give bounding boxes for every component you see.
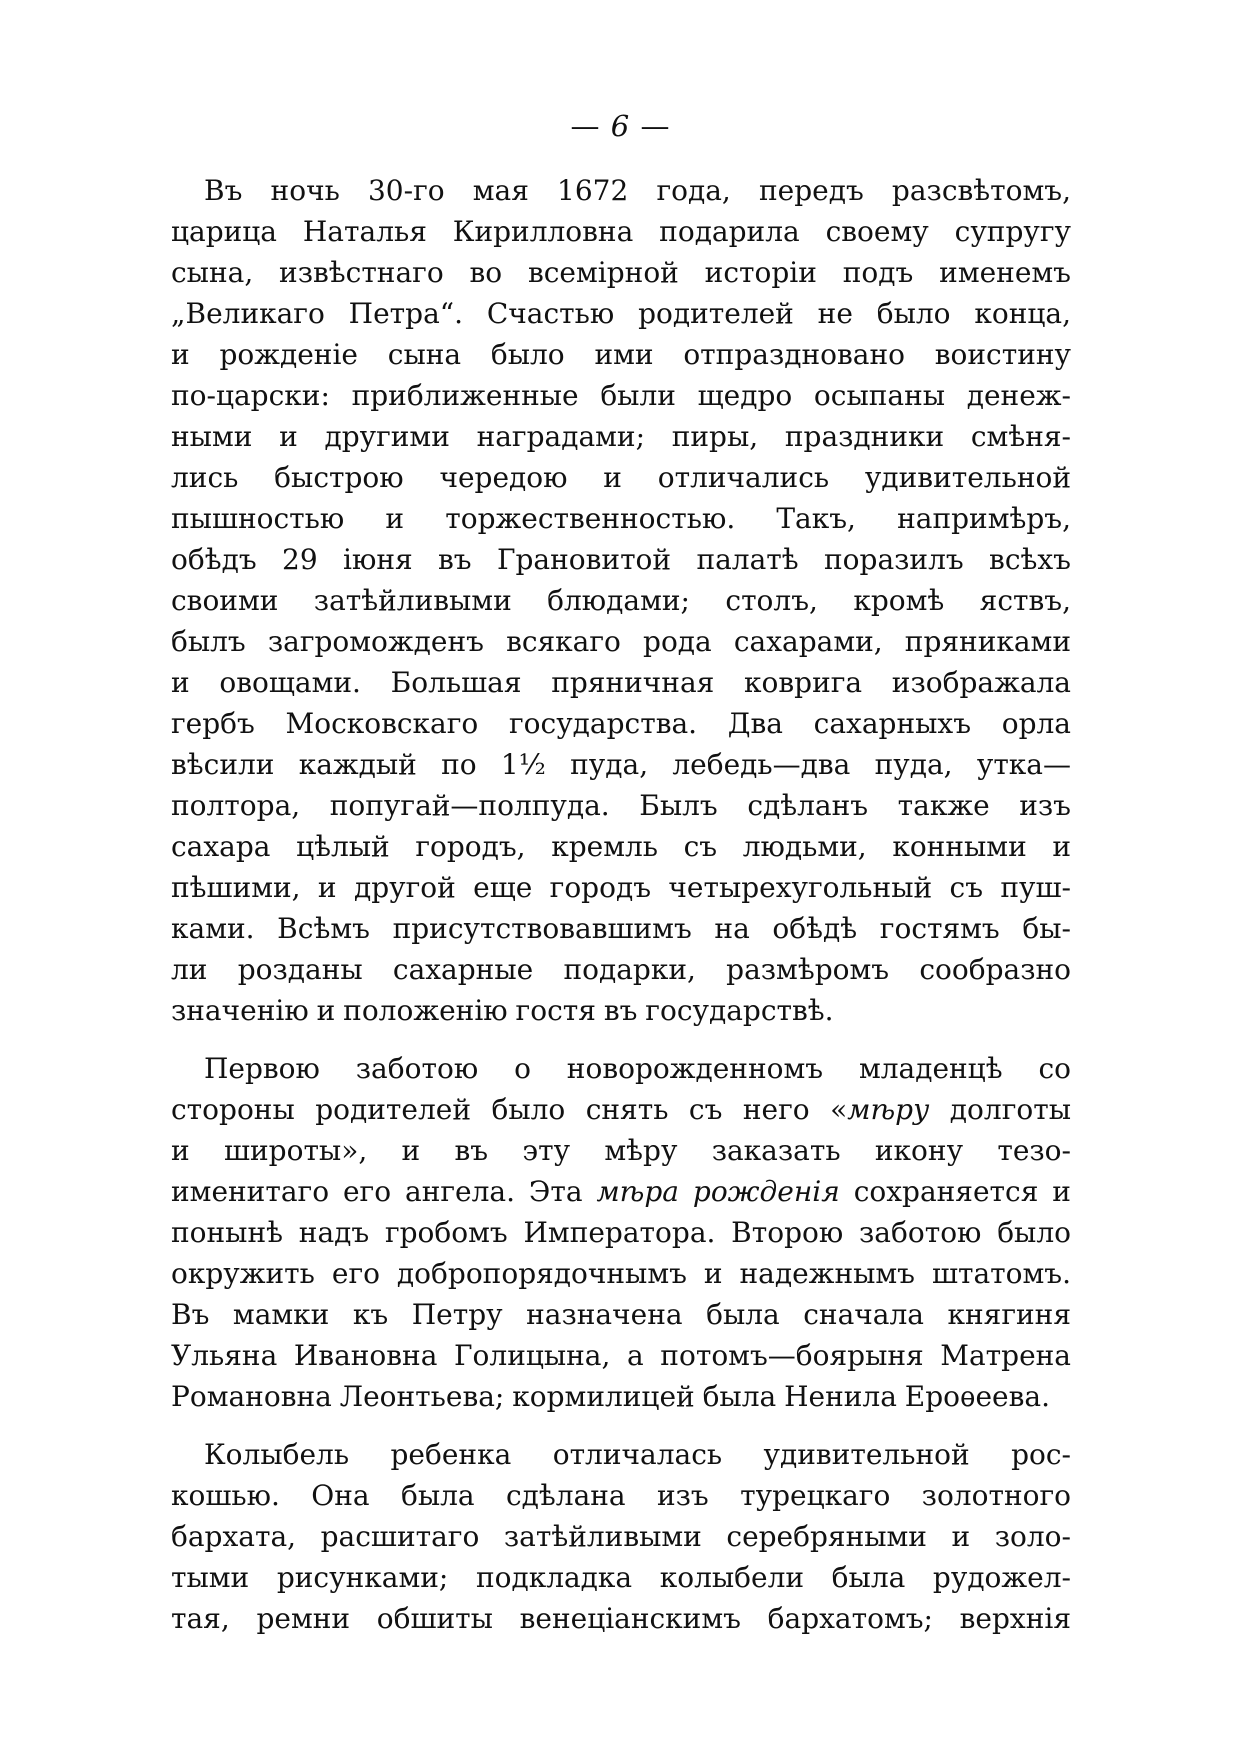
text-line [171, 1171, 1071, 1212]
text-line: окружить его добропорядочнымъ и надежнымъ штатомъ. [171, 1257, 1071, 1290]
text-line: Первою заботою о новорожденномъ младенцѣ со [204, 1052, 1071, 1085]
text-line: Въ мамки къ Петру назначена была сначала княгиня [171, 1298, 1071, 1331]
paragraph [171, 170, 1071, 1031]
text-line: значенiю и положенiю гостя въ государствѣ. [171, 994, 834, 1027]
text-line: „Великаго Петра“. Счастью родителей не было конца, [171, 297, 1071, 330]
text-line: Въ ночь 30-го мая 1672 года, передъ разсвѣтомъ, [204, 174, 1071, 207]
text-line: кошью. Она была сдѣлана изъ турецкаго золотного [171, 1479, 1071, 1512]
text-line: ли розданы сахарные подарки, размѣромъ сообразно [171, 953, 1071, 986]
page-number-dash-right: — [640, 109, 671, 143]
text-line: лись быстрою чередою и отличались удивительной [171, 461, 1071, 494]
text-line: ками. Всѣмъ присутствовавшимъ на обѣдѣ гостямъ бы- [171, 912, 1071, 945]
text-line: по-царски: приближенные были щедро осыпаны денеж- [171, 379, 1071, 412]
text-line: бархата, расшитаго затѣйливыми серебряными и золо- [171, 1520, 1071, 1553]
text-line: обѣдъ 29 iюня въ Грановитой палатѣ поразилъ всѣхъ [171, 543, 1071, 576]
text-segment: стороны родителей было снять съ него « [171, 1093, 848, 1126]
text-line: тая, ремни обшиты венецiанскимъ бархатомъ; верхнiя [171, 1602, 1071, 1635]
text-segment: сохраняется и [839, 1175, 1071, 1208]
text-line: Романовна Леонтьева; кормилицей была Ненила Ероѳеева. [171, 1380, 1050, 1413]
text-line: вѣсили каждый по 1½ пуда, лебедь—два пуда, утка— [171, 748, 1071, 781]
page-number [0, 108, 1241, 144]
text-line: сына, извѣстнаго во всемiрной исторiи подъ именемъ [171, 256, 1071, 289]
text-segment: долготы [929, 1093, 1071, 1126]
page-number-dash-left: — [570, 109, 601, 143]
text-line: и рожденiе сына было ими отпраздновано воистину [171, 338, 1071, 371]
paragraph [171, 1048, 1071, 1417]
text-line: гербъ Московскаго государства. Два сахарныхъ орла [171, 707, 1071, 740]
text-line: ными и другими наградами; пиры, праздники смѣня- [171, 420, 1071, 453]
text-line: и овощами. Большая пряничная коврига изображала [171, 666, 1071, 699]
text-line: Ульяна Ивановна Голицына, а потомъ—боярыня Матрена [171, 1339, 1071, 1372]
text-line: былъ загроможденъ всякаго рода сахарами, пряниками [171, 625, 1071, 658]
italic-phrase: мѣра рожденiя [596, 1175, 840, 1208]
page-number-value: 6 [610, 109, 631, 143]
text-segment: именитаго его ангела. Эта [171, 1175, 597, 1208]
text-line: полтора, попугай—полпуда. Былъ сдѣланъ также изъ [171, 789, 1071, 822]
text-line: Колыбель ребенка отличалась удивительной рос- [204, 1438, 1071, 1471]
text-line: сахара цѣлый городъ, кремль съ людьми, конными и [171, 830, 1071, 863]
text-line: царица Наталья Кирилловна подарила своему супругу [171, 215, 1071, 248]
text-line: и широты», и въ эту мѣру заказать икону тезо- [171, 1134, 1071, 1167]
text-line: пѣшими, и другой еще городъ четырехугольный съ пуш- [171, 871, 1071, 904]
text-line: пышностью и торжественностью. Такъ, напримѣръ, [171, 502, 1071, 535]
text-line: понынѣ надъ гробомъ Императора. Второю заботою было [171, 1216, 1071, 1249]
italic-phrase: мѣру [847, 1093, 930, 1126]
text-line: тыми рисунками; подкладка колыбели была рудожел- [171, 1561, 1071, 1594]
body-text [171, 170, 1071, 1639]
text-line: своими затѣйливыми блюдами; столъ, кромѣ яствъ, [171, 584, 1071, 617]
paragraph [171, 1434, 1071, 1639]
text-line [171, 1089, 1071, 1130]
